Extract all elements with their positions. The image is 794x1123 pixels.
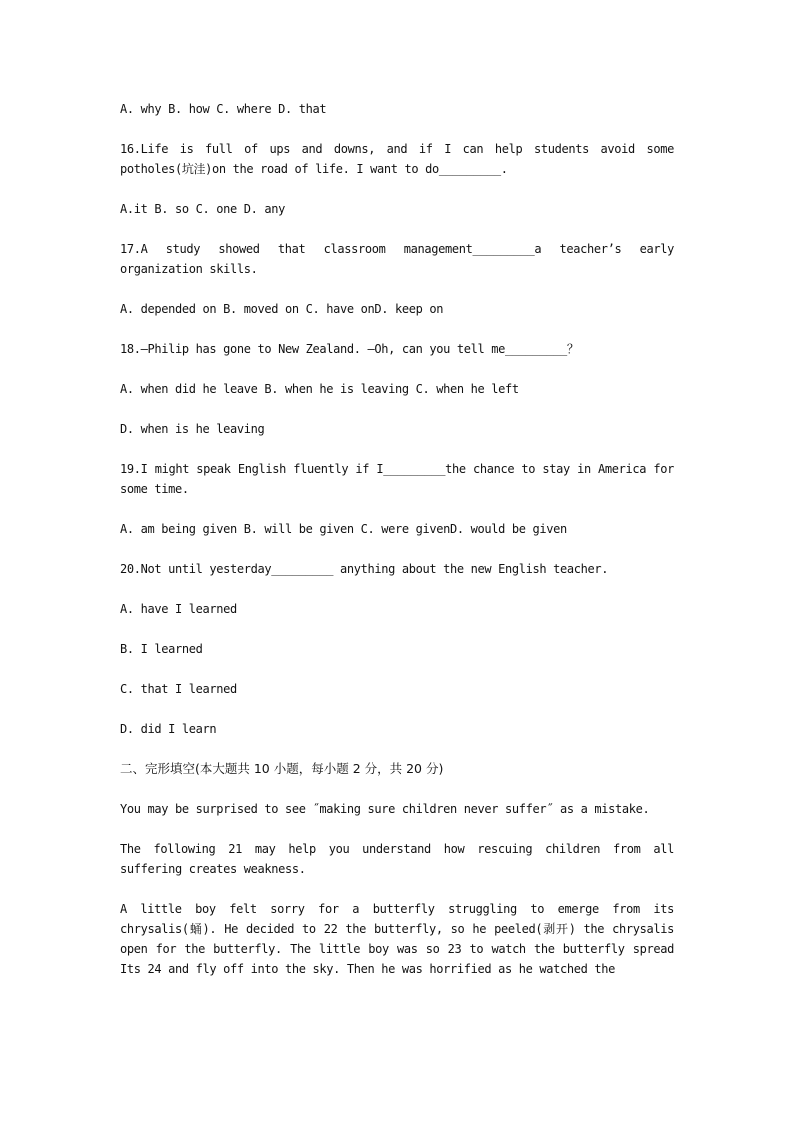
question-20-option-c: C. that I learned <box>120 682 237 696</box>
question-20-stem: 20.Not until yesterday_________ anything about the new English teacher. <box>120 562 609 576</box>
question-18-option-d: D. when is he leaving <box>120 422 265 436</box>
question-19-stem: 19.I might speak English fluently if I_________the chance to stay in America for some time. <box>120 462 674 496</box>
question-20-option-b: B. I learned <box>120 642 203 656</box>
question-17-stem: 17.A study showed that classroom management_________a teacher’s early organization skills. <box>120 242 674 276</box>
question-18-stem: 18.—Philip has gone to New Zealand. —Oh, can you tell me_________？ <box>120 342 579 356</box>
question-20-option-a: A. have I learned <box>120 602 237 616</box>
question-15-options: A. why B. how C. where D. that <box>120 102 327 116</box>
section-heading-cloze: 二、完形填空(本大题共 10 小题，每小题 2 分，共 20 分) <box>120 761 444 776</box>
passage-paragraph-1: You may be surprised to see ˝making sure children never suffer˝ as a mistake. <box>120 802 650 816</box>
question-19-options: A. am being given B. will be given C. were givenD. would be given <box>120 522 567 536</box>
question-17-options: A. depended on B. moved on C. have onD. keep on <box>120 302 444 316</box>
question-16-stem: 16.Life is full of ups and downs, and if I can help students avoid some potholes(坑洼)on the road of life. I want to do_________. <box>120 142 674 176</box>
passage-paragraph-2: The following 21 may help you understand how rescuing children from all suffering creates weakness. <box>120 842 674 876</box>
passage-paragraph-3: A little boy felt sorry for a butterfly struggling to emerge from its chrysalis(蛹). He decided to 22 the butterfly, so he peeled(剥开) the chrysalis open for the butterfly. The little boy was so 23 to watch the butterfly spread Its 24 and fly off into the sky. Then he was horrified as he watched the <box>120 902 674 976</box>
question-20-option-d: D. did I learn <box>120 722 217 736</box>
question-16-options: A.it B. so C. one D. any <box>120 202 285 216</box>
document-page <box>120 99 674 999</box>
question-18-options-abc: A. when did he leave B. when he is leaving C. when he left <box>120 382 519 396</box>
